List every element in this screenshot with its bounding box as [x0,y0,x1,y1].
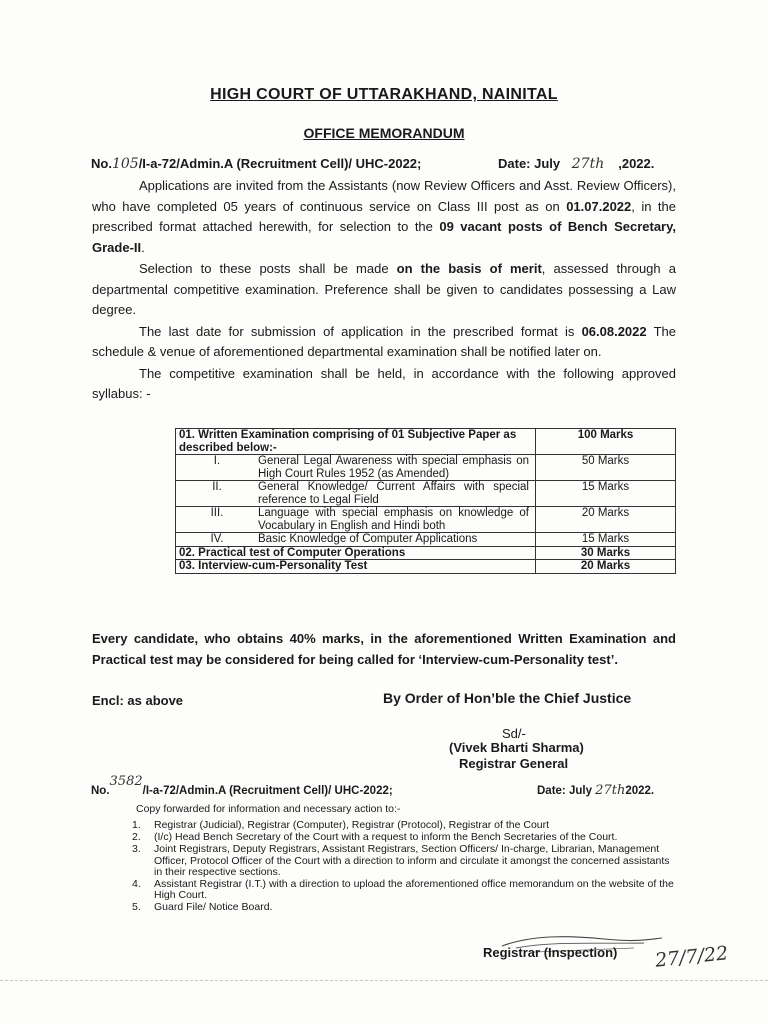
sub-item-number: I. [213,455,221,467]
sub-item-marks: 50 Marks [536,455,676,481]
paragraph-last-date: The last date for submission of application in the prescribed format is 06.08.2022 The schedule & venue of aforementioned departmental examination shall be notified later on. [92,323,676,359]
order-line: By Order of Hon’ble the Chief Justice [383,690,632,706]
registrar-inspection: Registrar (Inspection) [483,945,618,960]
sub-item-marks: 20 Marks [536,507,676,533]
sub-item-number: II. [212,481,222,493]
paragraph-applications: Applications are invited from the Assistants (now Review Officers and Asst. Review Officers), who have completed 05 years of continuous service on Class III post as on 01.07.2022, in the prescribed format attached herewith, for selection to the 09 vacant posts of Bench Secretary, Grade-II. [92,178,677,255]
signatory-name: (Vivek Bharti Sharma) [449,740,584,755]
endorsement-date-handwritten: 27th [595,783,626,798]
memo-no-suffix: /I-a-72/Admin.A (Recruitment Cell)/ UHC-2022; [138,156,422,171]
sub-item-number: III. [210,507,224,519]
table-row [176,507,676,533]
distribution-list [132,820,677,915]
syllabus-item-label: 02. Practical test of Computer Operations [176,546,536,560]
signatory-designation: Registrar General [459,756,569,771]
list-item: 3. Joint Registrars, Deputy Registrars, Assistant Registrars, Section Officers/ In-charge, Librarian, Management Officer, Protocol Officer of the Court with a direction to inform and circulate it amongst the concerned assistants in their respective sections. [132,843,670,878]
list-item: 1. Registrar (Judicial), Registrar (Computer), Registrar (Protocol), Registrar of the Court [132,819,550,831]
sub-item-text: General Legal Awareness with special emphasis on High Court Rules 1952 (as Amended) [258,455,529,480]
copy-forwarded-line: Copy forwarded for information and necessary action to:- [136,803,401,815]
sub-item-marks: 15 Marks [536,533,676,547]
endorsement-number-line: No.3582/I-a-72/Admin.A (Recruitment Cell)/ UHC-2022; Date: July 27th2022. [91,774,655,798]
list-item: 5. Guard File/ Notice Board. [132,901,273,914]
memo-body [92,176,676,405]
handwritten-date: 27/7/22 [654,942,730,972]
table-row [176,455,676,481]
syllabus-item-marks: 20 Marks [536,560,676,574]
syllabus-item-label: 03. Interview-cum-Personality Test [176,560,536,574]
endorsement-no-handwritten: 3582 [109,774,143,789]
syllabus-item-marks: 100 Marks [536,429,676,455]
paragraph-selection: Selection to these posts shall be made on the basis of merit, assessed through a departmental competitive examination. Preference shall be given to candidates possessing a Law degree. [92,261,676,317]
memo-number-line [91,156,691,176]
table-row [176,533,676,547]
syllabus-item-marks: 30 Marks [536,546,676,560]
endorsement-date: Date: July 27th2022. [537,783,655,798]
eligibility-notice: Every candidate, who obtains 40% marks, in the aforementioned Written Examination and Practical test may be considered for being called for ‘Interview-cum-Personality test’. [92,631,676,667]
table-row [176,560,676,574]
syllabus-item-label: 01. Written Examination comprising of 01 Subjective Paper as described below:- [176,429,536,455]
memo-no-handwritten: 105 [111,156,139,172]
enclosure-note: Encl: as above [92,693,184,708]
table-row [176,481,676,507]
memo-heading: OFFICE MEMORANDUM [303,125,465,141]
sub-item-marks: 15 Marks [536,481,676,507]
list-item: 2. (I/c) Head Bench Secretary of the Court with a request to inform the Bench Secretaries of the Court. [132,831,618,844]
memo-date: Date: July 27th ,2022. [498,156,655,172]
sub-item-text: Language with special emphasis on knowledge of Vocabulary in English and Hindi both [258,507,529,532]
sub-item-number: IV. [210,533,224,545]
syllabus-table [175,428,676,574]
paragraph-syllabus-intro: The competitive examination shall be held, in accordance with the following approved syllabus: - [92,365,676,401]
page-title: HIGH COURT OF UTTARAKHAND, NAINITAL [210,86,558,103]
memo-date-handwritten: 27th [571,156,605,172]
table-row [176,429,676,455]
sub-item-text: Basic Knowledge of Computer Applications [258,533,478,545]
memo-no-prefix: No. [91,156,112,171]
sub-item-text: General Knowledge/ Current Affairs with special reference to Legal Field [258,481,529,506]
signature-sd: Sd/- [502,726,526,741]
table-row [176,546,676,560]
list-item: 4. Assistant Registrar (I.T.) with a direction to upload the aforementioned office memorandum on the website of the High Court. [132,878,674,902]
page-bottom-rule [0,980,768,981]
